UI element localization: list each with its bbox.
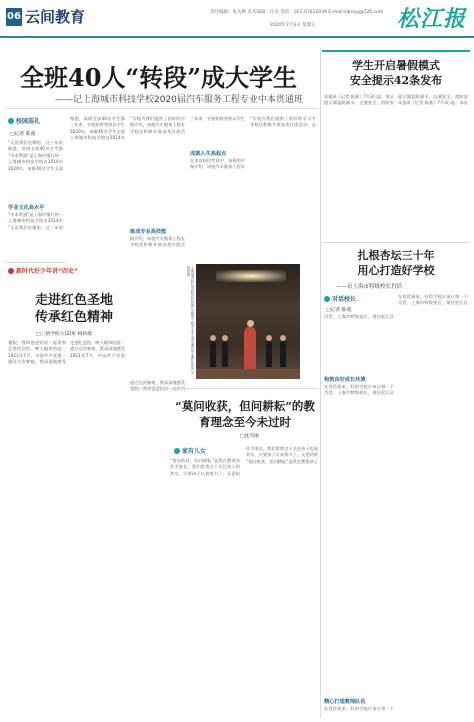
lead-headline: 全班40人“转段”成大学生 bbox=[20, 63, 298, 92]
left-story-headline: 走进红色圣地 传承红色精神 bbox=[35, 293, 114, 325]
story2-section-teachers: 精心打造教师队伍 bbox=[324, 699, 366, 705]
tag-campus: 校园巡礼 bbox=[8, 116, 40, 125]
lead-divider bbox=[6, 108, 318, 109]
left-story-byline: □三新学校六(2)班 顾和敏 bbox=[36, 332, 93, 337]
right-top-bar bbox=[322, 50, 470, 52]
lead-col4-text-b: 在本次转段考试中，该班的平 据介绍，该校汽车服务工程专 bbox=[190, 158, 245, 170]
quote-headline: “莫问收获，但问耕耘”的教育理念至今未过时 bbox=[175, 399, 315, 429]
story2-subheadline: ——访上海市特级校长肖恬 bbox=[336, 284, 403, 290]
tag-principal: 对话校长 bbox=[324, 294, 356, 303]
lead-section-career: 练成专业高技能 bbox=[130, 229, 167, 235]
left-story-col2: 走进纪念馆，映入眼帘的是一 通过这次参观，我深深地感受 1921年7月，中国共产党第 bbox=[70, 340, 125, 358]
photo-caption: 上海城市科技学校2020届汽车服务工程专业中本贯通班毕业典礼现场 学校供图 bbox=[186, 266, 194, 375]
left-story-col1: 暑假，我和爸爸妈妈一起来到 走进纪念馆，映入眼帘的是一 1921年7月，中国共产党第一 通过这次参观，我深深地感受 bbox=[8, 340, 66, 365]
section-name: 云间教育 bbox=[25, 8, 86, 26]
lead-col5-text: “学校为我们提供了很好的学习平 学校还积极开展各类社团活动、志 bbox=[250, 116, 316, 128]
graduation-photo bbox=[196, 264, 300, 379]
story2-divider bbox=[322, 242, 470, 243]
story2-col1-a: 肖恬，上海市特级校长，现任松江区 bbox=[324, 314, 394, 319]
story2-section-environment: 构筑良好成长环境 bbox=[324, 377, 366, 383]
quote-col1: “莫问收获，但问耕耘”是我在教育孩 作为家长，我们常常过于关注孩子的 其实，只要孩子认真努力了，无论结 bbox=[170, 458, 240, 476]
story2-headline: 扎根杏坛三十年 用心打造好学校 bbox=[357, 249, 435, 277]
story2-col2: 在肖恬看来，好的学校应该让每一个 肖恬，上海市特级校长，现任松江区 bbox=[398, 294, 468, 306]
tag-dot-red-icon bbox=[8, 268, 14, 274]
page-number: 06 bbox=[6, 8, 22, 26]
page-header bbox=[0, 0, 474, 38]
tag-four-histories: 新时代好少年讲“四史” bbox=[8, 266, 78, 275]
quote-byline: □沈雪丽 bbox=[240, 434, 259, 439]
story2-col1-c: 在肖恬看来，好的学校应该让每一个 bbox=[324, 706, 394, 711]
left-story-divider bbox=[6, 262, 66, 263]
lead-section-start: 成就人生高起点 bbox=[190, 151, 227, 157]
lead-col2-text: 据悉，该班全部40名学生都 三年来，学校始终坚持以学生 2020年，该班40名学生全部 上海城市科技学校自2014年 bbox=[70, 116, 125, 141]
story2-col1-b: 在肖恬看来，好的学校应该让每一个 肖恬，上海市特级校长，现任松江区 bbox=[324, 384, 394, 396]
story2-byline: □记者 陈燕 bbox=[326, 308, 352, 313]
lead-col3-text: “学校为我们提供了很好的学 据介绍，该校汽车服务工程专 学校还积极开展各类社团活 bbox=[130, 116, 185, 134]
lead-byline: □记者 陈燕 bbox=[10, 132, 36, 137]
lead-col4-text: 三年来，学校始终坚持以学生 bbox=[190, 116, 245, 121]
tag-family: 家有儿女 bbox=[174, 446, 206, 455]
issue-date: 2020年7月3日 星期五 bbox=[270, 23, 316, 28]
right-column-rule bbox=[320, 48, 321, 718]
tag-dot-family-icon bbox=[174, 448, 180, 454]
story1-col2: 提示涵盖防溺水、交通安全、消防安 本报讯（记者 陈燕）7月3日起，本区 bbox=[398, 94, 468, 106]
story1-col1: 本报讯（记者 陈燕）7月3日起，本区 提示涵盖防溺水、交通安全、消防安 bbox=[324, 94, 394, 106]
masthead-logo: 松江报 bbox=[396, 6, 466, 32]
quote-divider bbox=[130, 388, 318, 389]
tag-dot-icon bbox=[8, 118, 14, 124]
lead-col3-text-b: 据介绍，该校汽车服务工程专 学校还积极开展各类社团活 bbox=[130, 236, 185, 248]
lead-col1-text-b: “中本贯通”是上海市推行的一 上海城市科技学校自2014年 “无论我们在哪里，这三年的 bbox=[8, 212, 63, 230]
lead-section-study: 学业文化高水平 bbox=[8, 205, 45, 211]
lead-subheadline: ——记上海城市科技学校2020届汽车服务工程专业中本贯通班 bbox=[55, 95, 303, 105]
quote-col2: 作为家长，我们常常过于关注孩子的成 其实，只要孩子认真努力了，无论结果 “莫问收获，但问耕耘”是我在教育孩子 bbox=[246, 446, 318, 464]
story1-headline: 学生开启暑假模式 安全提示42条发布 bbox=[349, 59, 443, 87]
left-story-col3: 通过这次参观，我深深地感受 bbox=[130, 380, 185, 385]
lead-col1-text: “无论我们在哪里，这三年的 据悉，该班全部40名学生都 “中本贯通”是上海市推行的一 上海城市科技学校自2014年 2020年，该班40名学生全部 bbox=[8, 140, 63, 171]
right-column bbox=[322, 50, 470, 718]
tag-dot-principal-icon bbox=[324, 296, 330, 302]
editor-info: 责任编辑：张关桦 美术编辑：汪丹 电话：021-67812039 E-mail:sjbssyj@126.com bbox=[210, 10, 384, 15]
